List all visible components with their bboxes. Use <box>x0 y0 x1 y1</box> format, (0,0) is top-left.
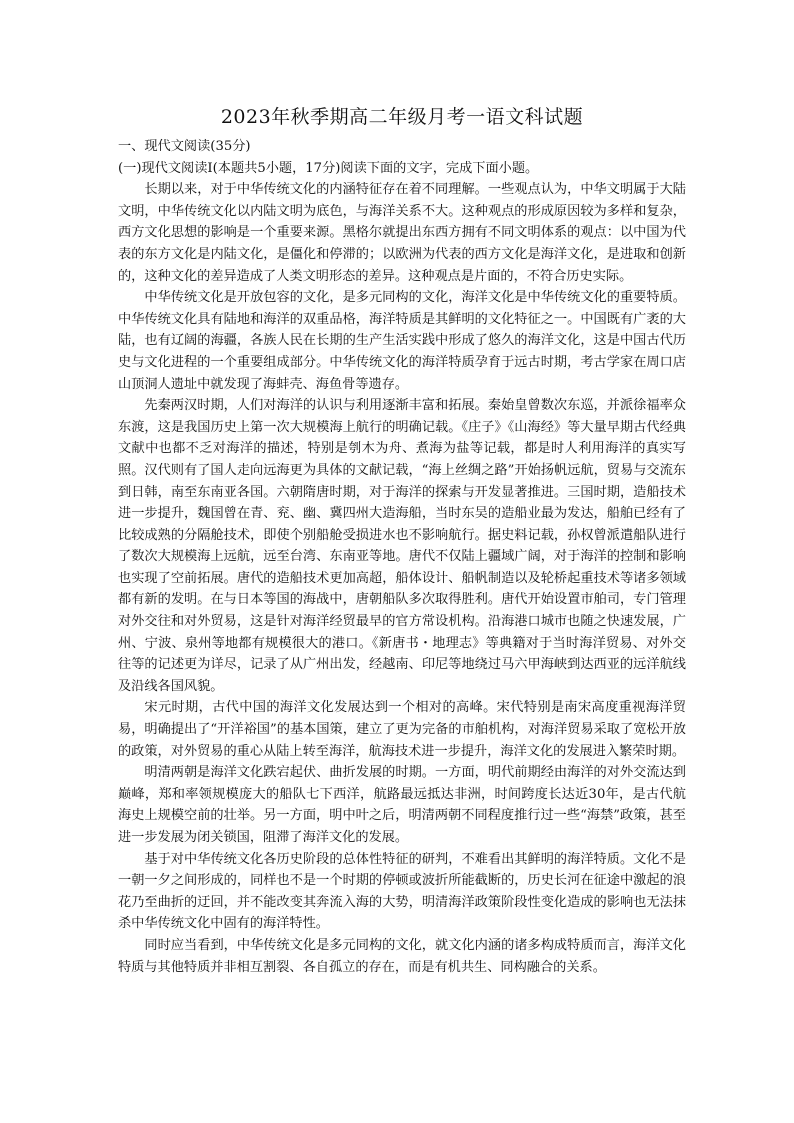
section-heading: 一、现代文阅读(35分) <box>118 139 251 154</box>
reading-paragraph: 基于对中华传统文化各历史阶段的总体性特征的研判，不难看出其鲜明的海洋特质。文化不是一朝一夕之间形成的，同样也不是一个时期的停顿或波折所能截断的，历史长河在征途中激起的浪花乃至曲折的迂回，并不能改变其奔流入海的大势，明清海洋政策阶段性变化造成的影响也无法抹杀中华传统文化中固有的海洋特性。 <box>118 851 686 932</box>
reading-paragraph: 先秦两汉时期，人们对海洋的认识与利用逐渐丰富和拓展。秦始皇曾数次东巡，并派徐福率众东渡，这是我国历史上第一次大规模海上航行的明确记载。《庄子》《山海经》等大量早期古代经典文献中也都不乏对海洋的描述，特别是刳木为舟、煮海为盐等记载，都是时人利用海洋的真实写照。汉代则有了国人走向远海更为具体的文献记载，“海上丝绸之路”开始扬帆远航，贸易与交流东到日韩，南至东南亚各国。六朝隋唐时期，对于海洋的探索与开发显著推进。三国时期，造船技术进一步提升，魏国曾在青、兖、幽、冀四州大造海船，当时东吴的造船业最为发达，船舶已经有了比较成熟的分隔舱技术，即使个别船舱受损进水也不影响航行。据史料记载，孙权曾派遣船队进行了数次大规模海上远航，远至台湾、东南亚等地。唐代不仅陆上疆域广阔，对于海洋的控制和影响也实现了空前拓展。唐代的造船技术更加高超，船体设计、船帆制造以及轮桥起重技术等诸多领域都有新的发明。在与日本等国的海战中，唐朝船队多次取得胜利。唐代开始设置市舶司，专门管理对外交往和对外贸易，这是针对海洋经贸最早的官方常设机构。沿海港口城市也随之快速发展，广州、宁波、泉州等地都有规模很大的港口。《新唐书・地理志》等典籍对于当时海洋贸易、对外交往等的记述更为详尽，记录了从广州出发，经越南、印尼等地绕过马六甲海峡到达西亚的远洋航线及沿线各国风貌。 <box>118 398 686 694</box>
reading-paragraph: 明清两朝是海洋文化跌宕起伏、曲折发展的时期。一方面，明代前期经由海洋的对外交流达到巅峰，郑和率领规模庞大的船队七下西洋，航路最远抵达非洲，时间跨度长达近30年，是古代航海史上规模空前的壮举。另一方面，明中叶之后，明清两朝不同程度推行过一些“海禁”政策，甚至进一步发展为闭关锁国，阻滞了海洋文化的发展。 <box>118 765 686 845</box>
reading-paragraph: 宋元时期，古代中国的海洋文化发展达到一个相对的高峰。宋代特别是南宋高度重视海洋贸易，明确提出了“开洋裕国”的基本国策，建立了更为完备的市舶机构，对海洋贸易采取了宽松开放的政策，对外贸易的重心从陆上转至海洋，航海技术进一步提升，海洋文化的发展进入繁荣时期。 <box>118 700 686 759</box>
reading-paragraph: 中华传统文化是开放包容的文化，是多元同构的文化，海洋文化是中华传统文化的重要特质。中华传统文化具有陆地和海洋的双重品格，海洋特质是其鲜明的文化特征之一。中国既有广袤的大陆，也有辽阔的海疆，各族人民在长期的生产生活实践中形成了悠久的海洋文化，这是中国古代历史与文化进程的一个重要组成部分。中华传统文化的海洋特质孕育于远古时期，考古学家在周口店山顶洞人遗址中就发现了海蚌壳、海鱼骨等遗存。 <box>118 290 686 392</box>
subsection-instructions: (一)现代文阅读Ⅰ(本题共5小题，17分)阅读下面的文字，完成下面小题。 <box>118 160 539 176</box>
exam-page <box>118 104 686 978</box>
exam-title: 2023年秋季期高二年级月考一语文科试题 <box>220 106 584 128</box>
reading-paragraph: 同时应当看到，中华传统文化是多元同构的文化，就文化内涵的诸多构成特质而言，海洋文化特质与其他特质并非相互割裂、各自孤立的存在，而是有机共生、同构融合的关系。 <box>118 937 686 975</box>
reading-paragraph: 长期以来，对于中华传统文化的内涵特征存在着不同理解。一些观点认为，中华文明属于大陆文明，中华传统文化以内陆文明为底色，与海洋关系不大。这种观点的形成原因较为多样和复杂，西方文化思想的影响是一个重要来源。黑格尔就提出东西方拥有不同文明体系的观点：以中国为代表的东方文化是内陆文化，是僵化和停滞的；以欧洲为代表的西方文化是海洋文化，是进取和创新的，这种文化的差异造成了人类文明形态的差异。这种观点是片面的，不符合历史实际。 <box>118 182 686 284</box>
